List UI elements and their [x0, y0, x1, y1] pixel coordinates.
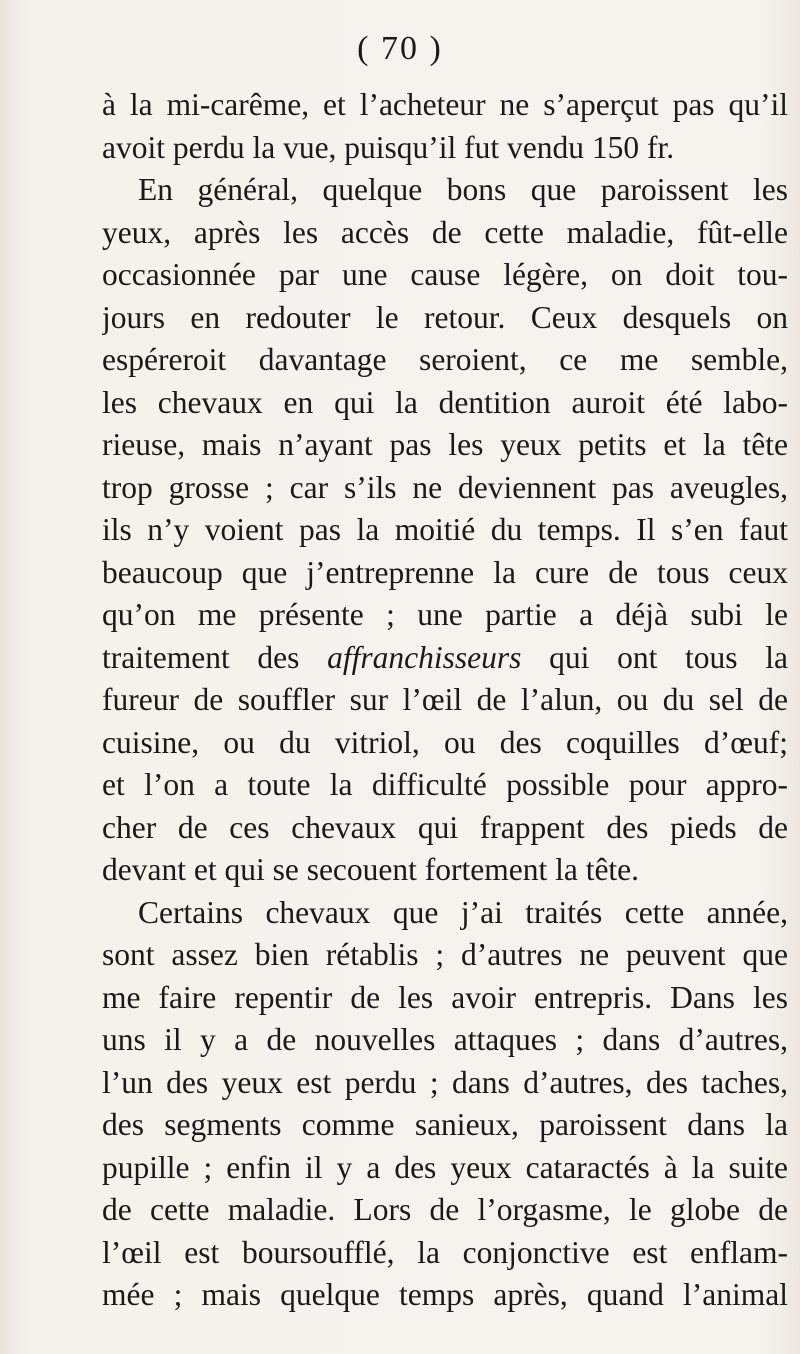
text-line: ils n’y voient pas la moitié du temps. Il s’en faut — [102, 512, 788, 547]
text-line: Certains chevaux que j’ai traités cette année, — [138, 894, 788, 930]
text-line: des segments comme sanieux, paroissent dans la — [102, 1107, 788, 1142]
text-line: sont assez bien rétablis ; d’autres ne peuvent que — [102, 937, 788, 972]
text-line — [102, 637, 788, 680]
text-line: les chevaux en qui la dentition auroit été labo- — [102, 384, 788, 420]
text-line: à la mi-carême, et l’acheteur ne s’aperçut pas qu’il — [102, 87, 788, 122]
text-line: et l’on a toute la difficulté possible pour appro- — [102, 767, 788, 802]
text-line: cuisine, ou du vitriol, ou des coquilles d’œuf; — [102, 724, 788, 760]
text-line: l’œil est boursoufflé, la conjonctive est enflam- — [102, 1234, 788, 1270]
text-line: occasionnée par une cause légère, on doit tou- — [102, 257, 788, 292]
text-line: uns il y a de nouvelles attaques ; dans d’autres, — [102, 1022, 788, 1057]
text-line: me faire repentir de les avoir entrepris. Dans les — [102, 979, 788, 1015]
body-text — [102, 84, 788, 1317]
text-segment: traitement des — [102, 639, 328, 675]
text-line: fureur de souffler sur l’œil de l’alun, ou du sel de — [102, 682, 788, 717]
page-number: ( 70 ) — [357, 30, 443, 67]
italic-term: affranchisseurs — [327, 639, 522, 675]
text-line: En général, quelque bons que paroissent les — [138, 172, 788, 207]
text-line: avoit perdu la vue, puisqu’il fut vendu 150 fr. — [102, 129, 675, 165]
text-segment: qui ont tous la — [521, 639, 788, 675]
text-line: mée ; mais quelque temps après, quand l’animal — [102, 1277, 788, 1312]
text-line: pupille ; enfin il y a des yeux cataractés à la suite — [102, 1149, 788, 1185]
text-line: trop grosse ; car s’ils ne deviennent pas aveugles, — [102, 469, 788, 505]
text-line: espéreroit davantage seroient, ce me semble, — [102, 342, 788, 377]
text-line: cher de ces chevaux qui frappent des pieds de — [102, 809, 788, 845]
text-line: de cette maladie. Lors de l’orgasme, le globe de — [102, 1192, 788, 1227]
text-line: rieuse, mais n’ayant pas les yeux petits et la tête — [102, 427, 788, 462]
text-line: qu’on me présente ; une partie a déjà subi le — [102, 597, 788, 632]
text-line: devant et qui se secouent fortement la tête. — [102, 852, 640, 887]
text-line: beaucoup que j’entreprenne la cure de tous ceux — [102, 554, 788, 590]
text-line: l’un des yeux est perdu ; dans d’autres, des taches, — [102, 1064, 788, 1100]
text-line: yeux, après les accès de cette maladie, fût-elle — [102, 214, 788, 250]
text-line: jours en redouter le retour. Ceux desquels on — [102, 299, 788, 335]
